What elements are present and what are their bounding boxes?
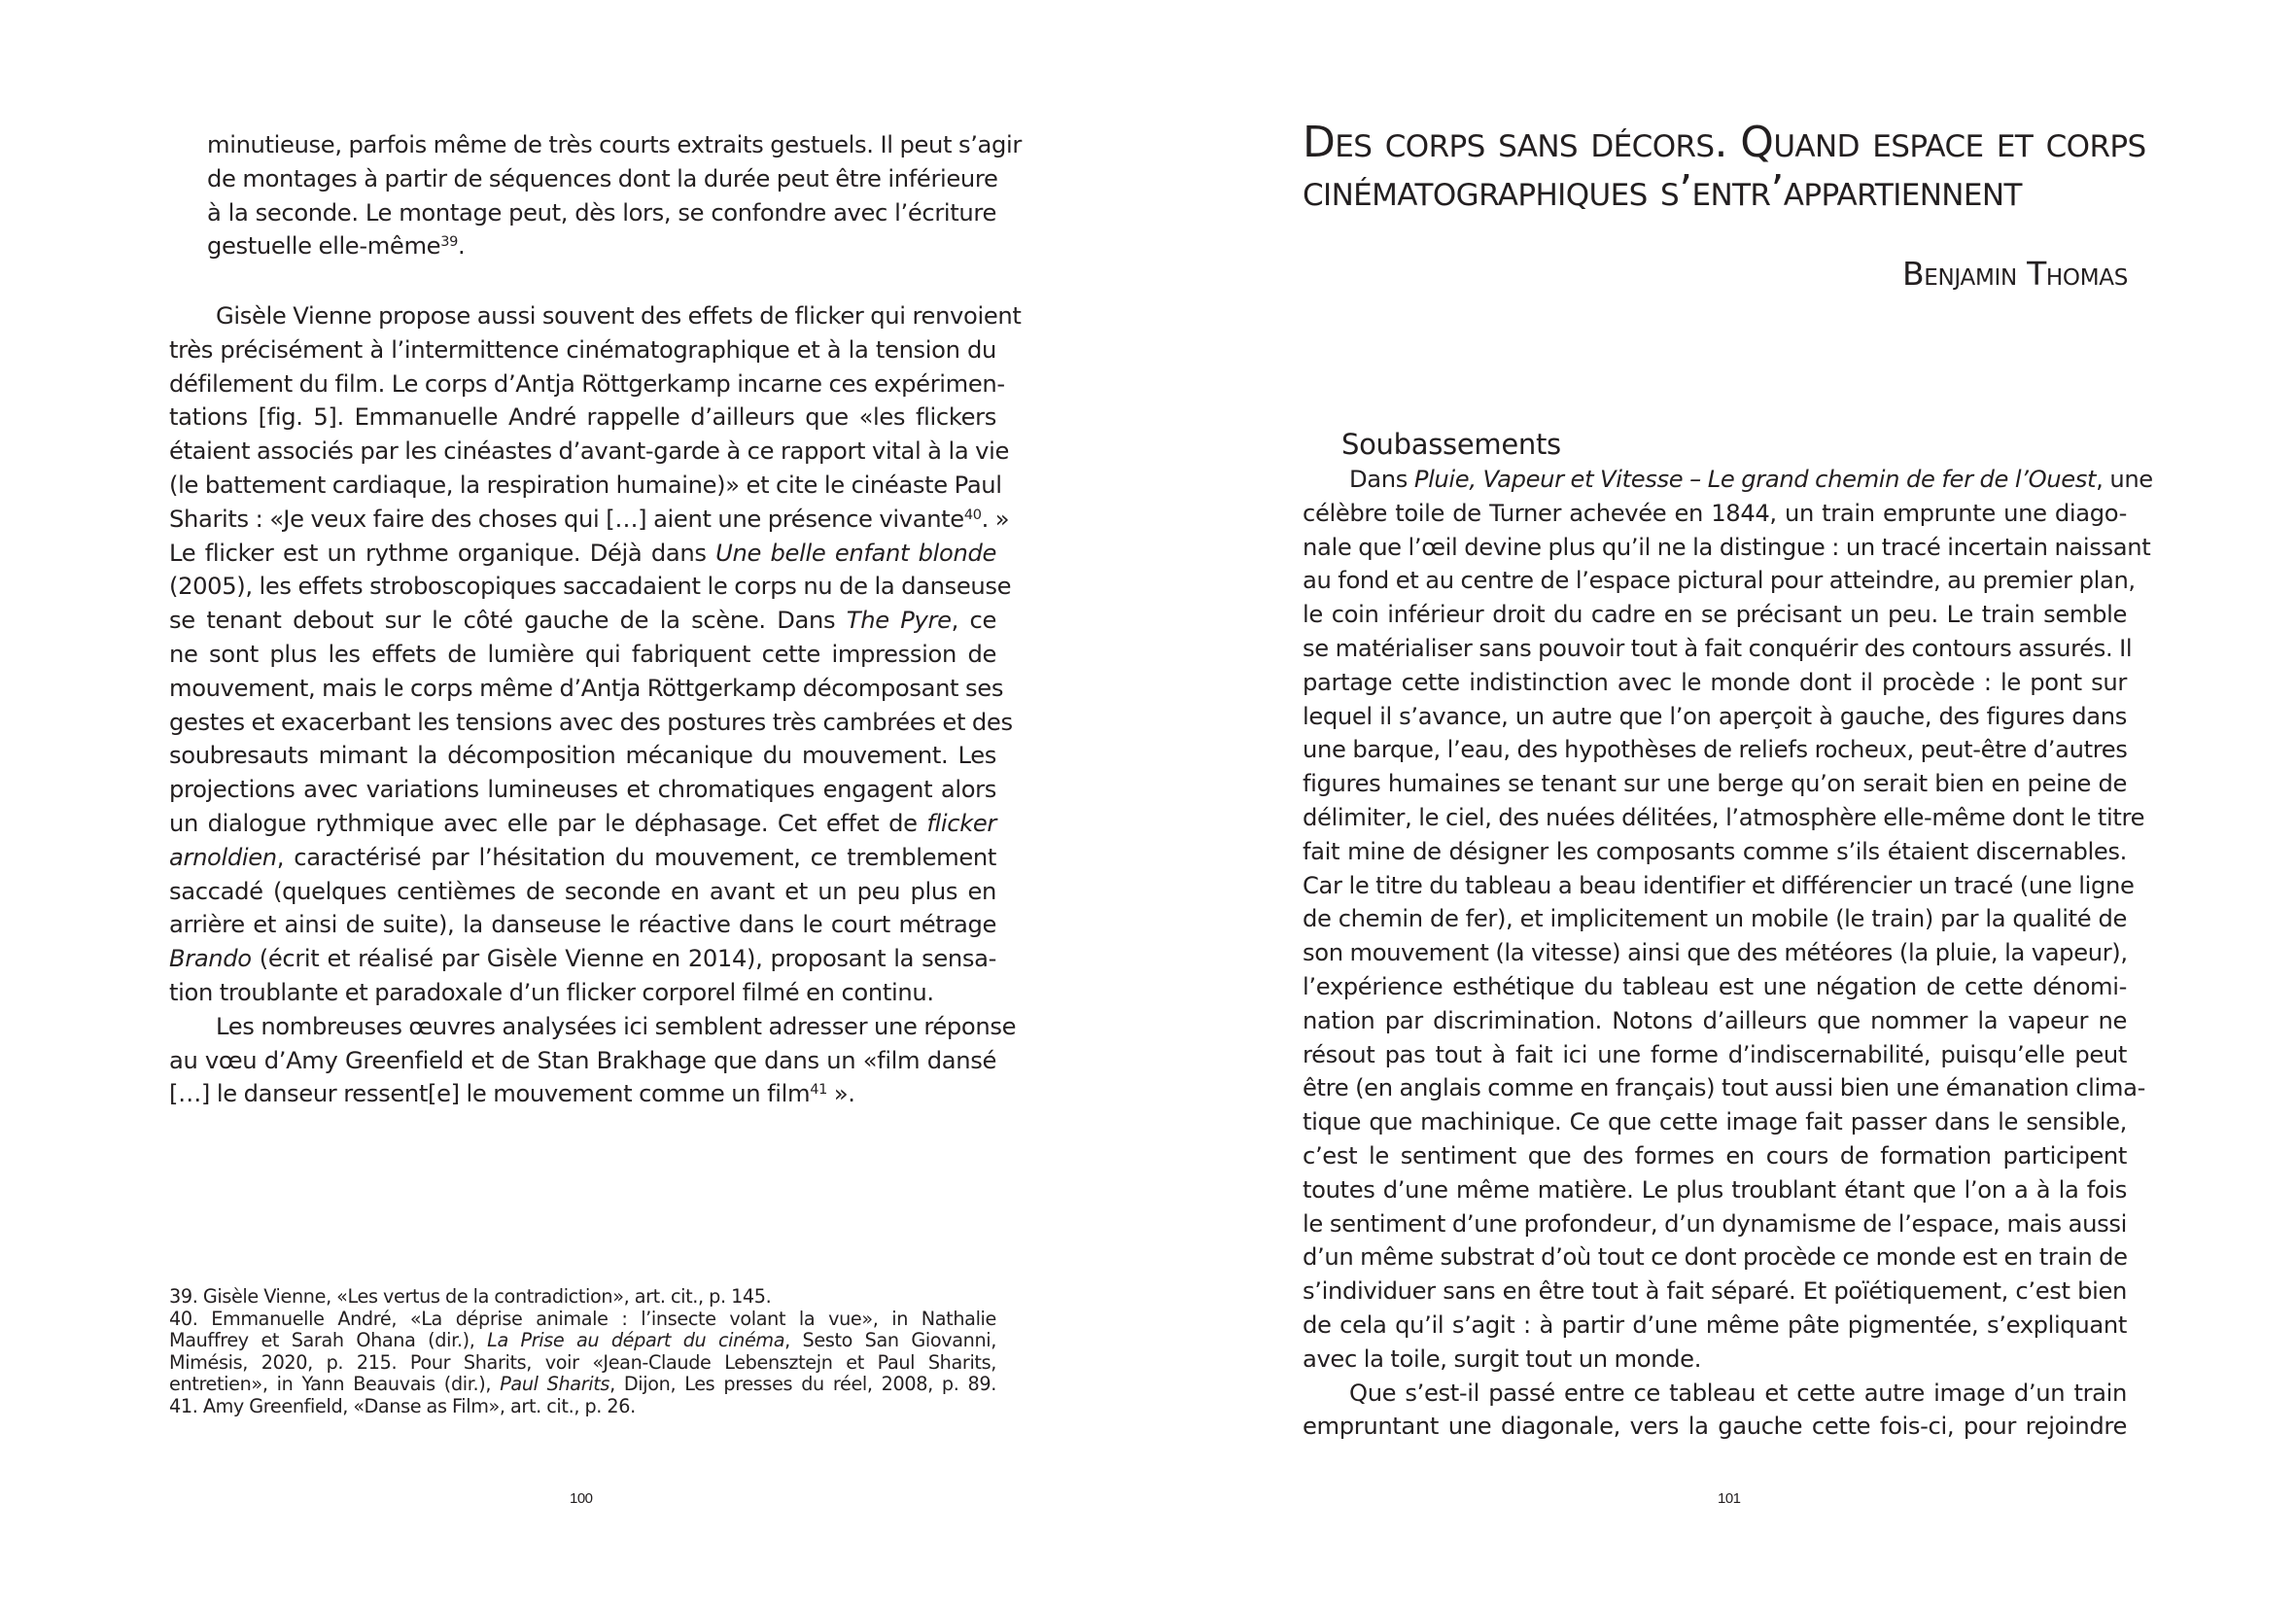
text-line: Sharits : «Je veux faire des choses qui […] aient une présence vivante$^{40}$. » (169, 505, 1010, 533)
text-line: se matérialiser sans pouvoir tout à fait conquérir des contours assurés. Il (1303, 634, 2133, 662)
text-line: arrière et ainsi de suite), la danseuse le réactive dans le court métrage (169, 911, 996, 939)
right-body-text (1303, 463, 2153, 1444)
footnote-40-cont: entretien», in Yann Beauvais (dir.), Paul Sharits, Dijon, Les presses du réel, 2008, p. 89. (169, 1373, 996, 1396)
text-line: une barque, l’eau, des hypothèses de reliefs rocheux, peut-être d’autres (1303, 736, 2128, 764)
text-line: toutes d’une même matière. Le plus troublant étant que l’on a à la fois (1303, 1175, 2127, 1204)
footnote-40-cont: Mimésis, 2020, p. 215. Pour Sharits, voir «Jean-Claude Lebensztejn et Paul Sharits, (169, 1350, 996, 1374)
text-line: de chemin de fer), et implicitement un mobile (le train) par la qualité de (1303, 905, 2127, 933)
text-line: partage cette indistinction avec le monde dont il procède : le pont sur (1303, 668, 2127, 696)
text-line: ne sont plus les effets de lumière qui fabriquent cette impression de (169, 640, 996, 668)
text-line: mouvement, mais le corps même d’Antja Röttgerkamp décomposant ses (169, 674, 1004, 702)
text-line: (2005), les effets stroboscopiques saccadaient le corps nu de la danseuse (169, 573, 1012, 601)
footnote-ref-40[interactable]: 40 (963, 507, 982, 523)
paragraph (169, 299, 1022, 1010)
footnote-40: 40. Emmanuelle André, «La déprise animale : l’insecte volant la vue», in Nathalie (169, 1307, 996, 1330)
chapter-title-line: cinématographiques s’entr’appartiennent (1303, 166, 2022, 216)
text-line: célèbre toile de Turner achevée en 1844, un train emprunte une diago- (1303, 499, 2127, 527)
text-line: tations [fig. 5]. Emmanuelle André rappelle d’ailleurs que «les flickers (169, 403, 996, 432)
chapter-title (1303, 119, 2158, 216)
text-line: […] le danseur ressent[e] le mouvement comme un film$^{41}$ ». (169, 1080, 855, 1108)
section-heading: Soubassements (1341, 428, 1561, 461)
text-line: un dialogue rythmique avec elle par le déphasage. Cet effet de flicker (169, 809, 996, 837)
text-line: Gisèle Vienne propose aussi souvent des effets de flicker qui renvoient (216, 302, 1022, 330)
emphasis: arnoldien (169, 843, 277, 871)
text-line: nale que l’œil devine plus qu’il ne la distingue : un tracé incertain naissant (1303, 533, 2151, 561)
text-line: à la seconde. Le montage peut, dès lors, se confondre avec l’écriture (207, 198, 996, 227)
text-line: d’un même substrat d’où tout ce dont procède ce monde est en train de (1303, 1243, 2128, 1272)
text-line: le sentiment d’une profondeur, d’un dynamisme de l’espace, mais aussi (1303, 1209, 2127, 1238)
chapter-title-line: Des corps sans décors. Quand espace et corps (1303, 118, 2146, 167)
right-page (1148, 0, 2296, 1607)
footnote-41: 41. Amy Greenfield, «Danse as Film», art. cit., p. 26. (169, 1394, 636, 1417)
text-line: tion troublante et paradoxale d’un flicker corporel filmé en continu. (169, 978, 934, 1006)
text-line: Dans Pluie, Vapeur et Vitesse – Le grand chemin de fer de l’Ouest, une (1349, 466, 2153, 493)
text-line: lequel il s’avance, un autre que l’on aperçoit à gauche, des figures dans (1303, 702, 2127, 730)
text-line: au fond et au centre de l’espace pictural pour atteindre, au premier plan, (1303, 567, 2136, 595)
text-line: étaient associés par les cinéastes d’avant-garde à ce rapport vital à la vie (169, 437, 1010, 466)
text-line: le coin inférieur droit du cadre en se précisant un peu. Le train semble (1303, 601, 2127, 629)
text-line: nation par discrimination. Notons d’ailleurs que nommer la vapeur ne (1303, 1006, 2127, 1034)
text-line: Le flicker est un rythme organique. Déjà dans Une belle enfant blonde (169, 539, 996, 567)
text-line: gestuelle elle-même$^{39}$. (207, 232, 466, 261)
work-title: Brando (169, 945, 252, 973)
text-line: au vœu d’Amy Greenfield et de Stan Brakhage que dans un «film dansé (169, 1046, 996, 1074)
text-line: gestes et exacerbant les tensions avec des postures très cambrées et des (169, 708, 1013, 736)
page-number: 101 (1718, 1490, 1741, 1507)
text-line: tique que machinique. Ce que cette image fait passer dans le sensible, (1303, 1108, 2127, 1136)
footnote-ref-41[interactable]: 41 (810, 1082, 827, 1099)
paragraph (1303, 1377, 2127, 1445)
work-title: Une belle enfant blonde (715, 539, 996, 567)
text-line: Brando (écrit et réalisé par Gisèle Vienne en 2014), proposant la sensa- (169, 945, 996, 973)
text-line: délimiter, le ciel, des nuées délitées, l’atmosphère elle-même dont le titre (1303, 803, 2145, 831)
text-line: être (en anglais comme en français) tout aussi bien une émanation clima- (1303, 1074, 2145, 1102)
text-line: avec la toile, surgit tout un monde. (1303, 1345, 1702, 1373)
paragraph (169, 1010, 1017, 1111)
footnote-40-cont: Mauffrey et Sarah Ohana (dir.), La Prise au départ du cinéma, Sesto San Giovanni, (169, 1329, 997, 1352)
text-line: (le battement cardiaque, la respiration humaine)» et cite le cinéaste Paul (169, 471, 1002, 499)
emphasis: flicker (926, 809, 996, 837)
footnotes (169, 1286, 996, 1418)
text-line: fait mine de désigner les composants comme s’ils étaient discernables. (1303, 837, 2127, 865)
text-line: Car le titre du tableau a beau identifier et différencier un tracé (une ligne (1303, 871, 2135, 899)
page-number: 100 (570, 1490, 593, 1507)
text-line: Les nombreuses œuvres analysées ici semblent adresser une réponse (216, 1012, 1017, 1040)
text-line: de montages à partir de séquences dont la durée peut être inférieure (207, 164, 998, 192)
text-line: soubresauts mimant la décomposition mécanique du mouvement. Les (169, 742, 996, 770)
footnote-39: 39. Gisèle Vienne, «Les vertus de la contradiction», art. cit., p. 145. (169, 1285, 772, 1308)
text-line: très précisément à l’intermittence cinématographique et à la tension du (169, 335, 996, 364)
text-line: empruntant une diagonale, vers la gauche cette fois-ci, pour rejoindre (1303, 1413, 2127, 1441)
paragraph (1303, 463, 2153, 1377)
footnote-ref-39[interactable]: 39 (440, 234, 458, 251)
text-line: se tenant debout sur le côté gauche de la scène. Dans The Pyre, ce (169, 607, 996, 635)
work-title: Pluie, Vapeur et Vitesse – Le grand chemin de fer de l’Ouest (1413, 466, 2097, 493)
text-line: s’individuer sans en être tout à fait séparé. Et poïétiquement, c’est bien (1303, 1277, 2127, 1306)
left-body-text (169, 299, 1022, 1111)
text-line: figures humaines se tenant sur une berge qu’on serait bien en peine de (1303, 770, 2127, 798)
text-line: Que s’est-il passé entre ce tableau et cette autre image d’un train (1349, 1379, 2127, 1407)
text-line: c’est le sentiment que des formes en cours de formation participent (1303, 1141, 2127, 1170)
work-title: The Pyre (846, 607, 952, 635)
text-line: son mouvement (la vitesse) ainsi que des météores (la pluie, la vapeur), (1303, 939, 2128, 967)
text-line: projections avec variations lumineuses et chromatiques engagent alors (169, 776, 996, 804)
text-line: de cela qu’il s’agit : à partir d’une même pâte pigmentée, s’expliquant (1303, 1310, 2127, 1339)
author-name: Benjamin Thomas (1901, 255, 2128, 293)
text-line: défilement du film. Le corps d’Antja Röttgerkamp incarne ces expérimen- (169, 369, 1005, 398)
block-quote (207, 128, 1022, 263)
text-line: saccadé (quelques centièmes de seconde en avant et un peu plus en (169, 877, 996, 905)
text-line: résout pas tout à fait ici une forme d’indiscernabilité, puisqu’elle peut (1303, 1040, 2127, 1068)
text-line: arnoldien, caractérisé par l’hésitation du mouvement, ce tremblement (169, 843, 996, 871)
text-line: l’expérience esthétique du tableau est une négation de cette dénomi- (1303, 972, 2127, 1000)
text-line: minutieuse, parfois même de très courts extraits gestuels. Il peut s’agir (207, 131, 1022, 158)
